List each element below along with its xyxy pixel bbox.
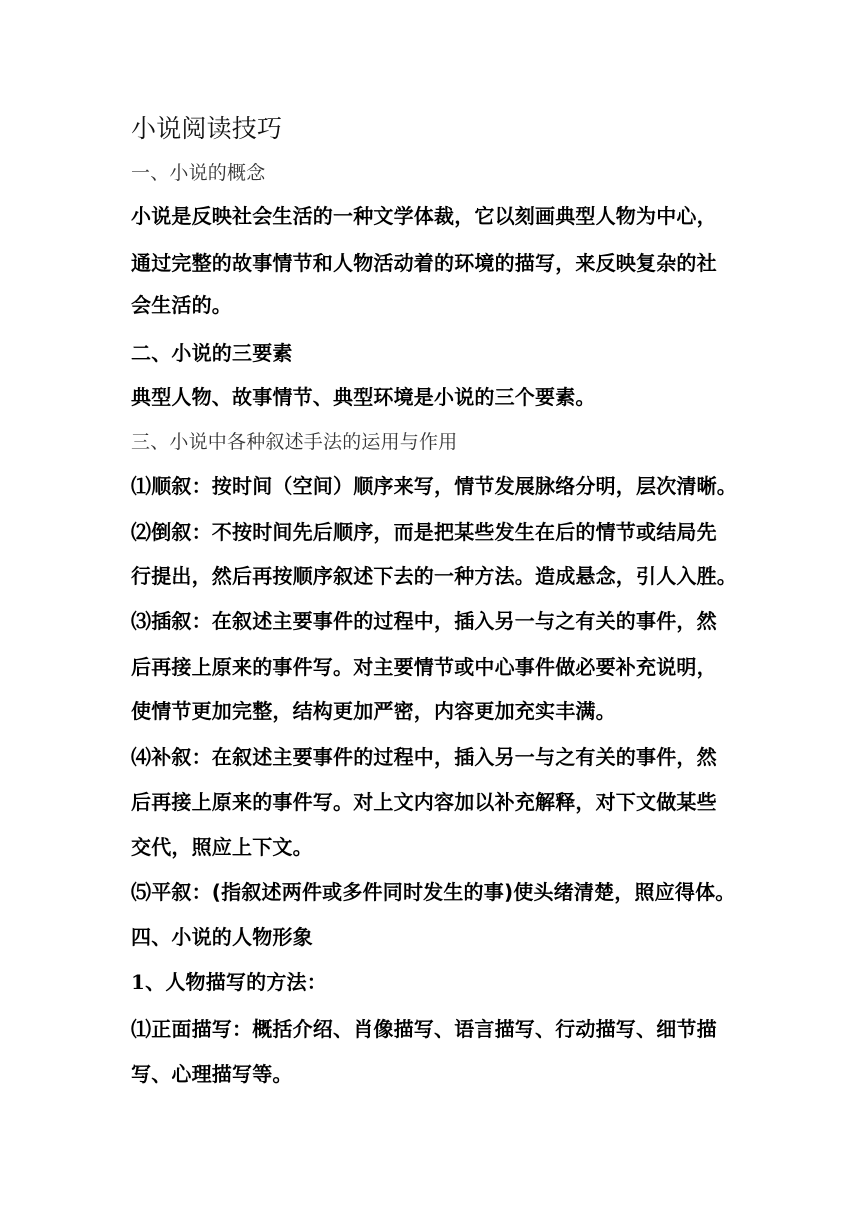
paragraph-line: 会生活的。 [131, 293, 232, 317]
paragraph-line: 通过完整的故事情节和人物活动着的环境的描写，来反映复杂的社 [131, 251, 717, 275]
list-item-line: ⑶插叙：在叙述主要事件的过程中，插入另一与之有关的事件，然 [131, 609, 717, 633]
list-item-line: 使情节更加完整，结构更加严密，内容更加充实丰满。 [131, 699, 616, 723]
paragraph-line: 典型人物、故事情节、典型环境是小说的三个要素。 [131, 385, 596, 409]
page-title: 小说阅读技巧 [131, 114, 283, 143]
subheading-methods: 1、人物描写的方法： [131, 970, 327, 994]
list-item-line: ⑷补叙：在叙述主要事件的过程中，插入另一与之有关的事件，然 [131, 745, 717, 769]
list-item-line: 写、心理描写等。 [131, 1062, 293, 1086]
list-item-line: ⑵倒叙：不按时间先后顺序，而是把某些发生在后的情节或结局先 [131, 520, 717, 544]
list-item-line: ⑴正面描写：概括介绍、肖像描写、语言描写、行动描写、细节描 [131, 1017, 717, 1041]
paragraph-line: 小说是反映社会生活的一种文学体裁，它以刻画典型人物为中心， [131, 204, 717, 228]
section-heading-elements: 二、小说的三要素 [131, 341, 293, 365]
section-heading-characters: 四、小说的人物形象 [131, 925, 313, 949]
list-item-line: 后再接上原来的事件写。对上文内容加以补充解释，对下文做某些 [131, 790, 717, 814]
list-item-line: ⑴顺叙：按时间（空间）顺序来写，情节发展脉络分明，层次清晰。 [131, 474, 737, 498]
list-item-line: ⑸平叙：(指叙述两件或多件同时发生的事)使头绪清楚，照应得体。 [131, 880, 736, 904]
list-item-line: 交代，照应上下文。 [131, 835, 313, 859]
list-item-line: 行提出，然后再按顺序叙述下去的一种方法。造成悬念，引人入胜。 [131, 564, 737, 588]
section-heading-narration: 三、小说中各种叙述手法的运用与作用 [131, 431, 458, 453]
section-heading-concept: 一、小说的概念 [131, 162, 266, 184]
list-item-line: 后再接上原来的事件写。对主要情节或中心事件做必要补充说明， [131, 655, 717, 679]
